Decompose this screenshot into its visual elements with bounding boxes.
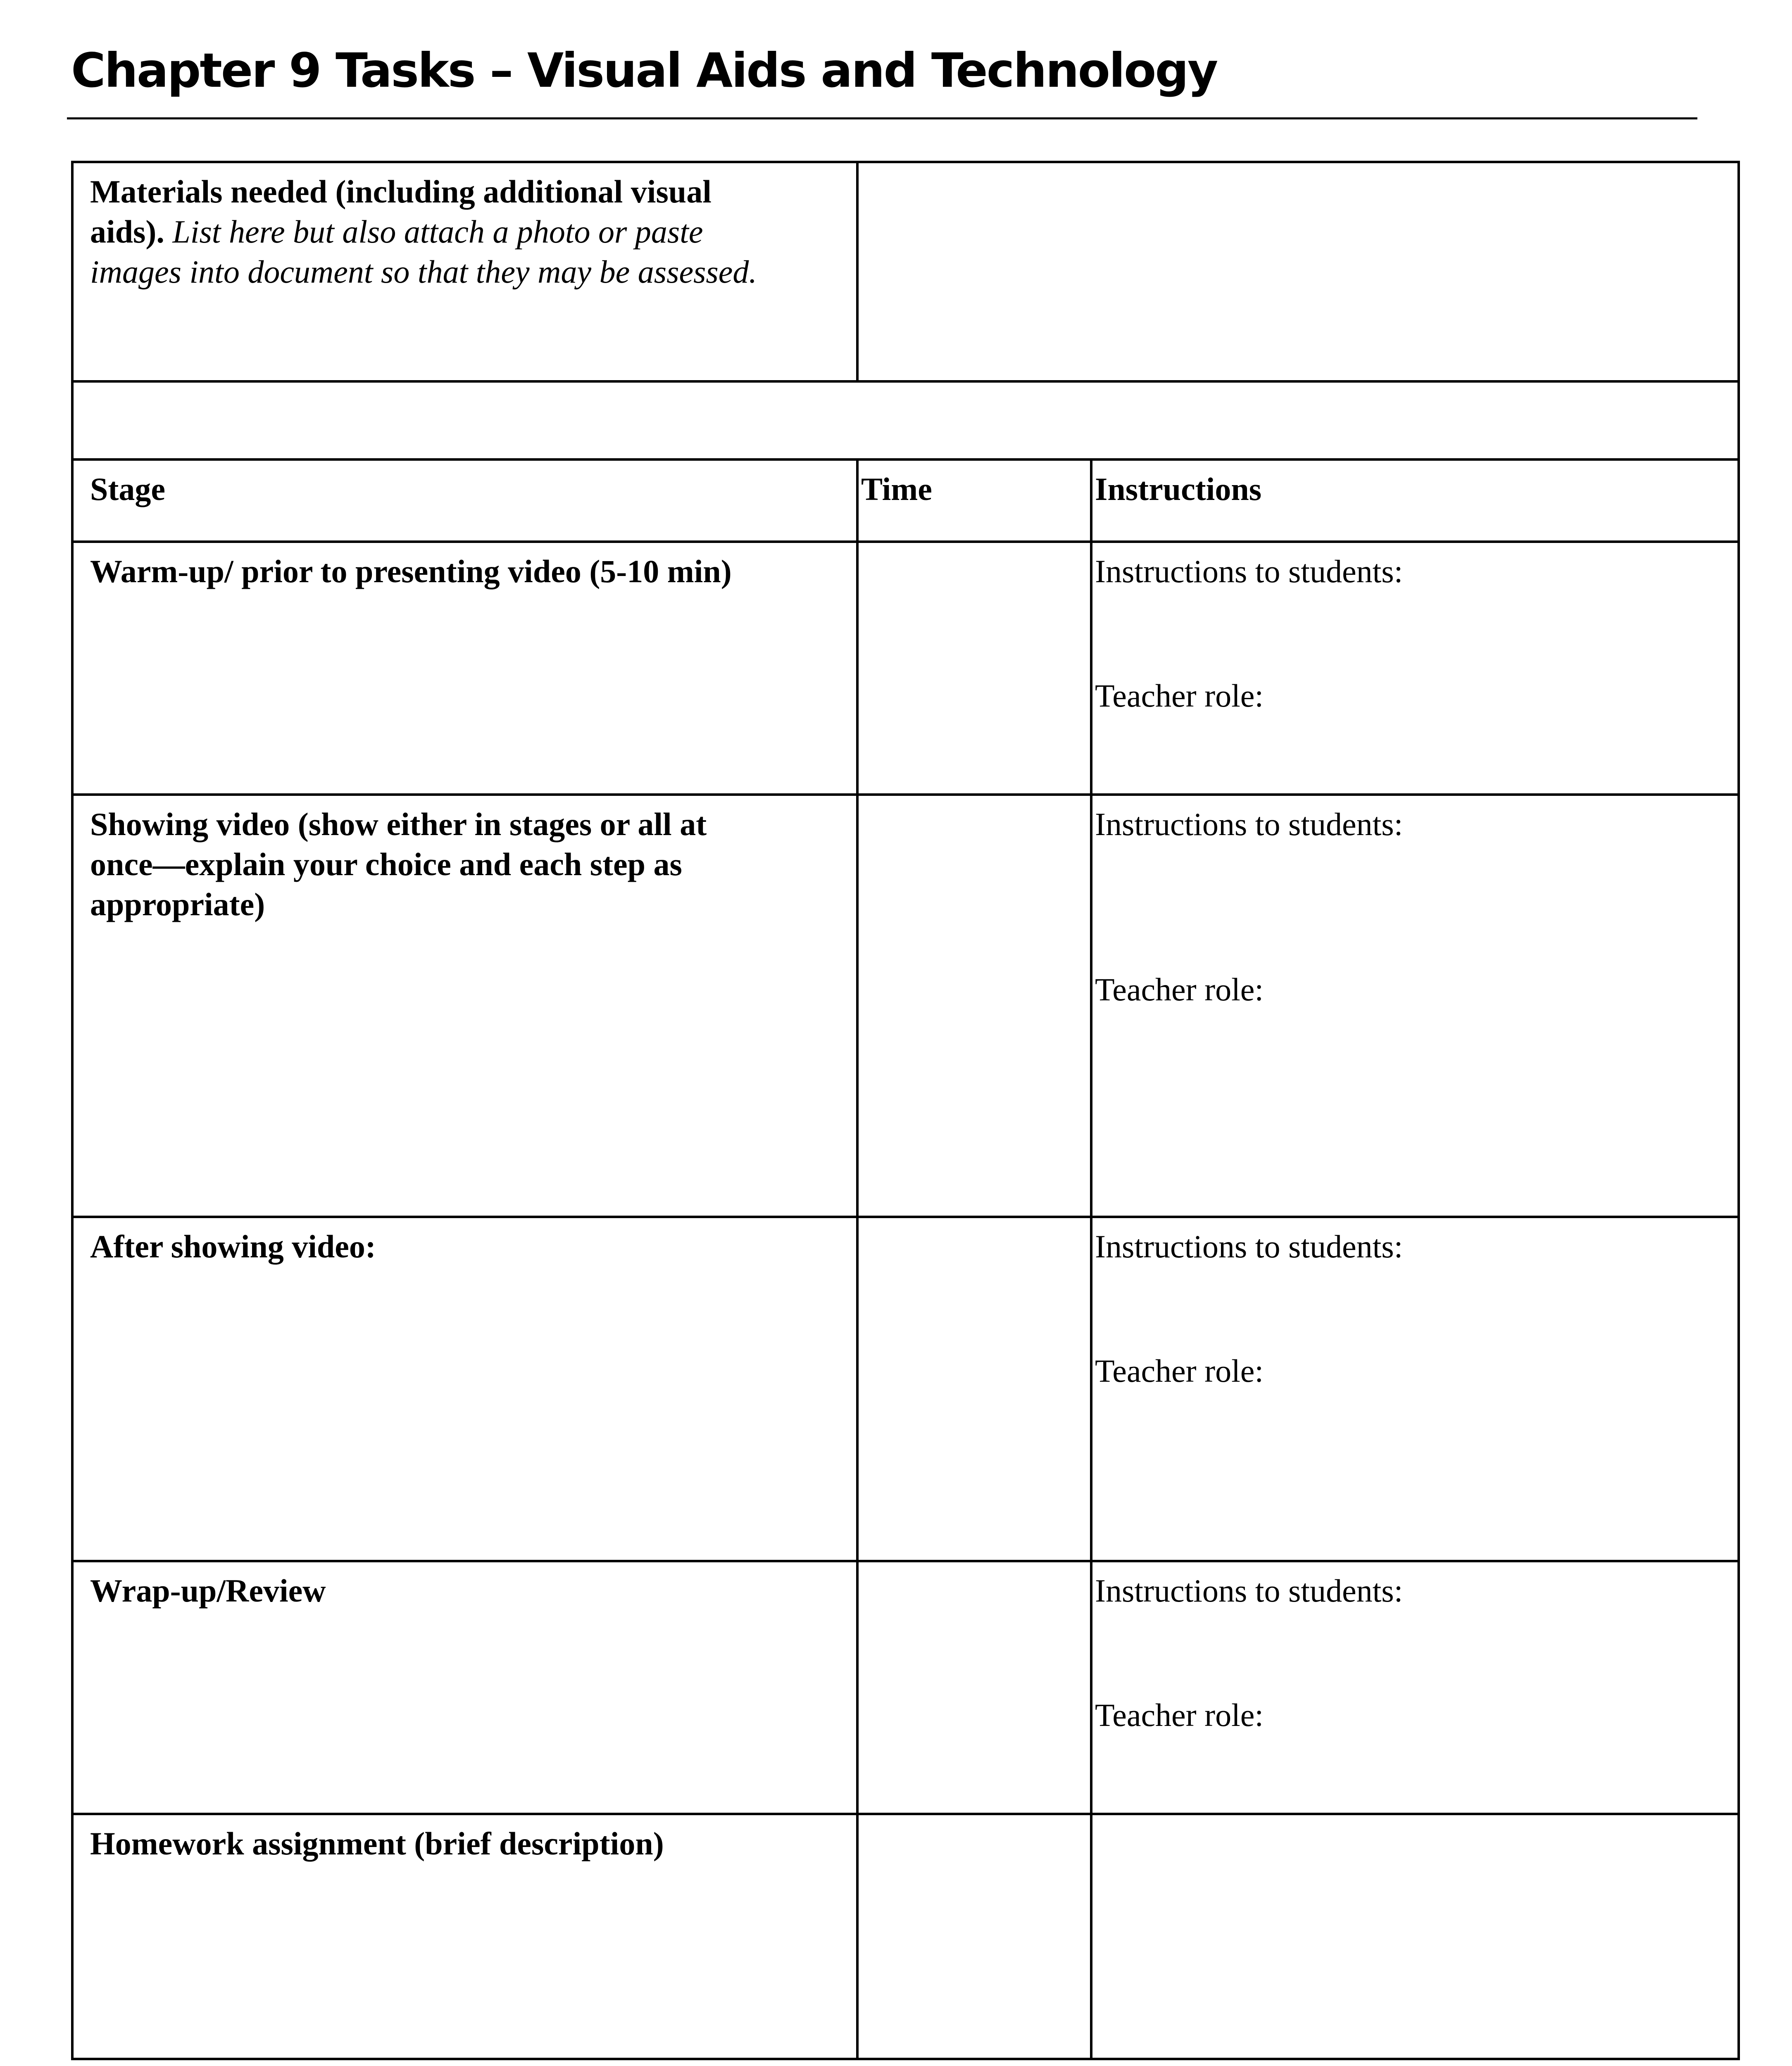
stage-label: After showing video: xyxy=(90,1228,376,1264)
spacer-row xyxy=(72,381,1739,459)
time-cell[interactable] xyxy=(857,1814,1091,2059)
stage-cell xyxy=(72,542,857,795)
teacher-role-label: Teacher role: xyxy=(1095,1697,1264,1733)
time-header: Time xyxy=(857,459,1091,542)
materials-label-line: Materials needed (including additional visual xyxy=(90,174,712,209)
time-cell[interactable] xyxy=(857,1217,1091,1561)
instructions-to-students-label: Instructions to students: xyxy=(1095,553,1403,589)
stage-label: once—explain your choice and each step as xyxy=(90,846,682,882)
time-cell[interactable] xyxy=(857,542,1091,795)
stage-label: Warm-up/ prior to presenting video (5-10 min) xyxy=(90,553,732,589)
instructions-to-students-label: Instructions to students: xyxy=(1095,806,1403,842)
stage-cell xyxy=(72,795,857,1217)
materials-note-line: images into document so that they may be assessed. xyxy=(90,254,757,290)
stage-header: Stage xyxy=(72,459,857,542)
stage-cell xyxy=(72,1217,857,1561)
table-row xyxy=(72,795,1739,1217)
lesson-plan-table xyxy=(71,161,1740,2060)
page-title: Chapter 9 Tasks – Visual Aids and Technology xyxy=(71,43,1217,98)
stage-label: Homework assignment (brief description) xyxy=(90,1826,664,1861)
table-row xyxy=(72,1814,1739,2059)
time-cell[interactable] xyxy=(857,795,1091,1217)
teacher-role-label: Teacher role: xyxy=(1095,678,1264,714)
instructions-to-students-label: Instructions to students: xyxy=(1095,1228,1403,1264)
materials-input-cell[interactable] xyxy=(857,162,1739,381)
instructions-cell[interactable] xyxy=(1091,542,1739,795)
instructions-to-students-label: Instructions to students: xyxy=(1095,1573,1403,1609)
time-cell[interactable] xyxy=(857,1561,1091,1814)
instructions-cell[interactable] xyxy=(1091,795,1739,1217)
materials-label-cell xyxy=(72,162,857,381)
stage-cell xyxy=(72,1561,857,1814)
stage-cell xyxy=(72,1814,857,2059)
teacher-role-label: Teacher role: xyxy=(1095,1353,1264,1389)
instructions-cell[interactable] xyxy=(1091,1561,1739,1814)
table-row xyxy=(72,542,1739,795)
teacher-role-label: Teacher role: xyxy=(1095,971,1264,1007)
materials-label-line: aids). List here but also attach a photo or paste xyxy=(90,214,703,250)
table-row xyxy=(72,1561,1739,1814)
title-divider xyxy=(67,117,1697,119)
stage-label: Showing video (show either in stages or all at xyxy=(90,806,707,842)
instructions-cell[interactable] xyxy=(1091,1814,1739,2059)
materials-row xyxy=(72,162,1739,381)
spacer-cell[interactable] xyxy=(72,381,1739,459)
stage-label: appropriate) xyxy=(90,886,265,922)
stage-label: Wrap-up/Review xyxy=(90,1573,326,1609)
header-row xyxy=(72,459,1739,542)
instructions-header: Instructions xyxy=(1091,459,1739,542)
instructions-cell[interactable] xyxy=(1091,1217,1739,1561)
table-row xyxy=(72,1217,1739,1561)
